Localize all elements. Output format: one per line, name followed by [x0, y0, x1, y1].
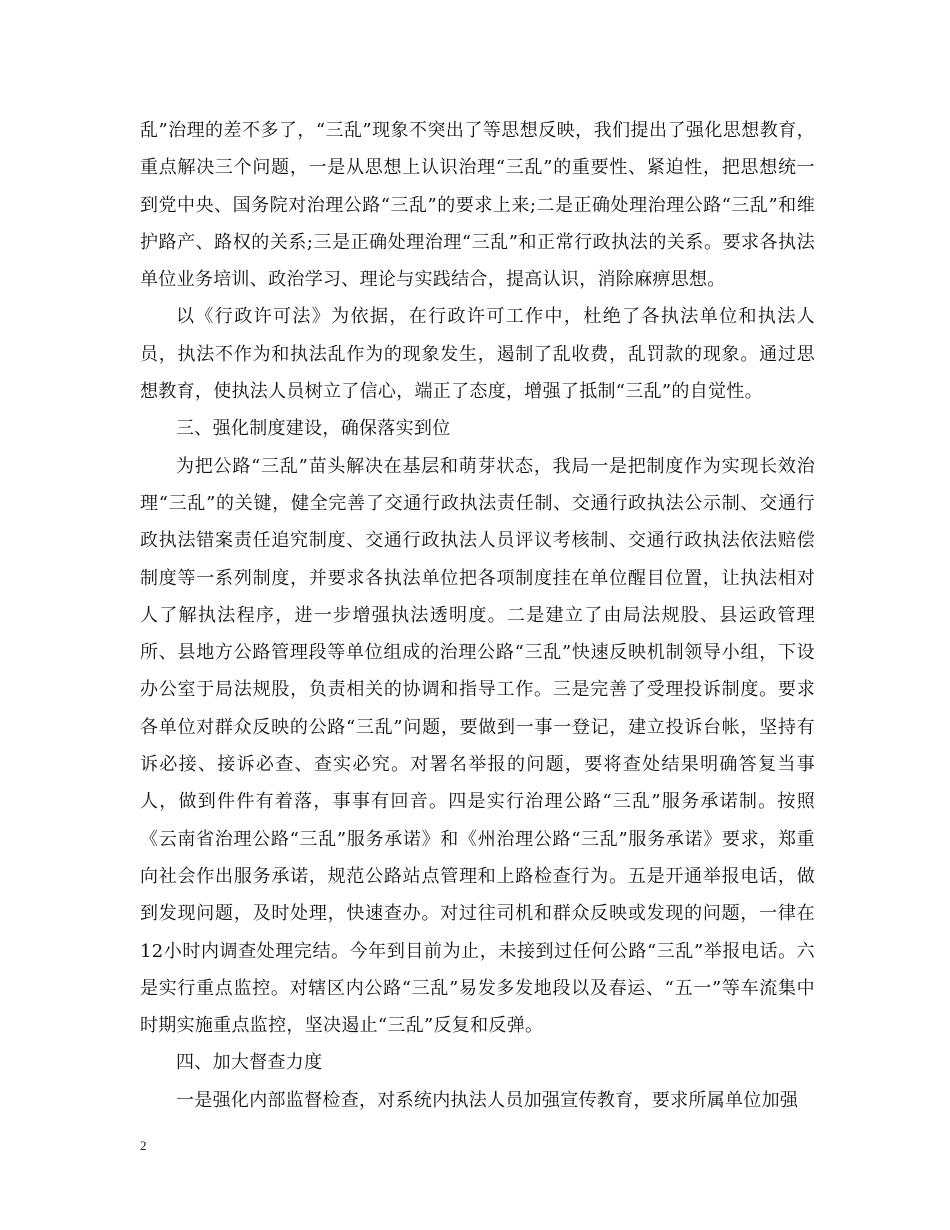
paragraph-administrative-license: 以《行政许可法》为依据，在行政许可工作中，杜绝了各执法单位和执法人员，执法不作为和执法乱作为的现象发生，遏制了乱收费，乱罚款的现象。通过思想教育，使执法人员树立了信心，端正了态度，增强了抵制“三乱”的自觉性。 — [140, 306, 815, 403]
section-heading-3: 三、强化制度建设，确保落实到位 — [176, 418, 451, 440]
paragraph-continued: 乱”治理的差不多了，“三乱”现象不突出了等思想反映，我们提出了强化思想教育，重点解决三个问题，一是从思想上认识治理“三乱”的重要性、紧迫性，把思想统一到党中央、国务院对治理公路“三乱”的要求上来;二是正确处理治理公路“三乱”和维护路产、路权的关系;三是正确处理治理“三乱”和正常行政执法的关系。要求各执法单位业务培训、政治学习、理论与实践结合，提高认识，消除麻痹思想。 — [140, 120, 815, 291]
document-body — [140, 112, 815, 1119]
paragraph-supervision: 一是强化内部监督检查，对系统内执法人员加强宣传教育，要求所属单位加强 — [176, 1089, 799, 1111]
paragraph-system-building: 为把公路“三乱”苗头解决在基层和萌芽状态，我局一是把制度作为实现长效治理“三乱”的关键，健全完善了交通行政执法责任制、交通行政执法公示制、交通行政执法错案责任追究制度、交通行政执法人员评议考核制、交通行政执法依法赔偿制度等一系列制度，并要求各执法单位把各项制度挂在单位醒目位置，让执法相对人了解执法程序，进一步增强执法透明度。二是建立了由局法规股、县运政管理所、县地方公路管理段等单位组成的治理公路“三乱”快速反映机制领导小组，下设办公室于局法规股，负责相关的协调和指导工作。三是完善了受理投诉制度。要求各单位对群众反映的公路“三乱”问题，要做到一事一登记，建立投诉台帐，坚持有诉必接、接诉必查、查实必究。对署名举报的问题，要将查处结果明确答复当事人，做到件件有着落，事事有回音。四是实行治理公路“三乱”服务承诺制。按照《云南省治理公路“三乱”服务承诺》和《州治理公路“三乱”服务承诺》要求，郑重向社会作出服务承诺，规范公路站点管理和上路检查行为。五是开通举报电话，做到发现问题，及时处理，快速查办。对过往司机和群众反映或发现的问题，一律在12小时内调查处理完结。今年到目前为止，未接到过任何公路“三乱”举报电话。六是实行重点监控。对辖区内公路“三乱”易发多发地段以及春运、“五一”等车流集中时期实施重点监控，坚决遏止“三乱”反复和反弹。 — [140, 455, 815, 1037]
page-number: 2 — [140, 1138, 147, 1153]
section-heading-4: 四、加大督查力度 — [176, 1052, 323, 1074]
